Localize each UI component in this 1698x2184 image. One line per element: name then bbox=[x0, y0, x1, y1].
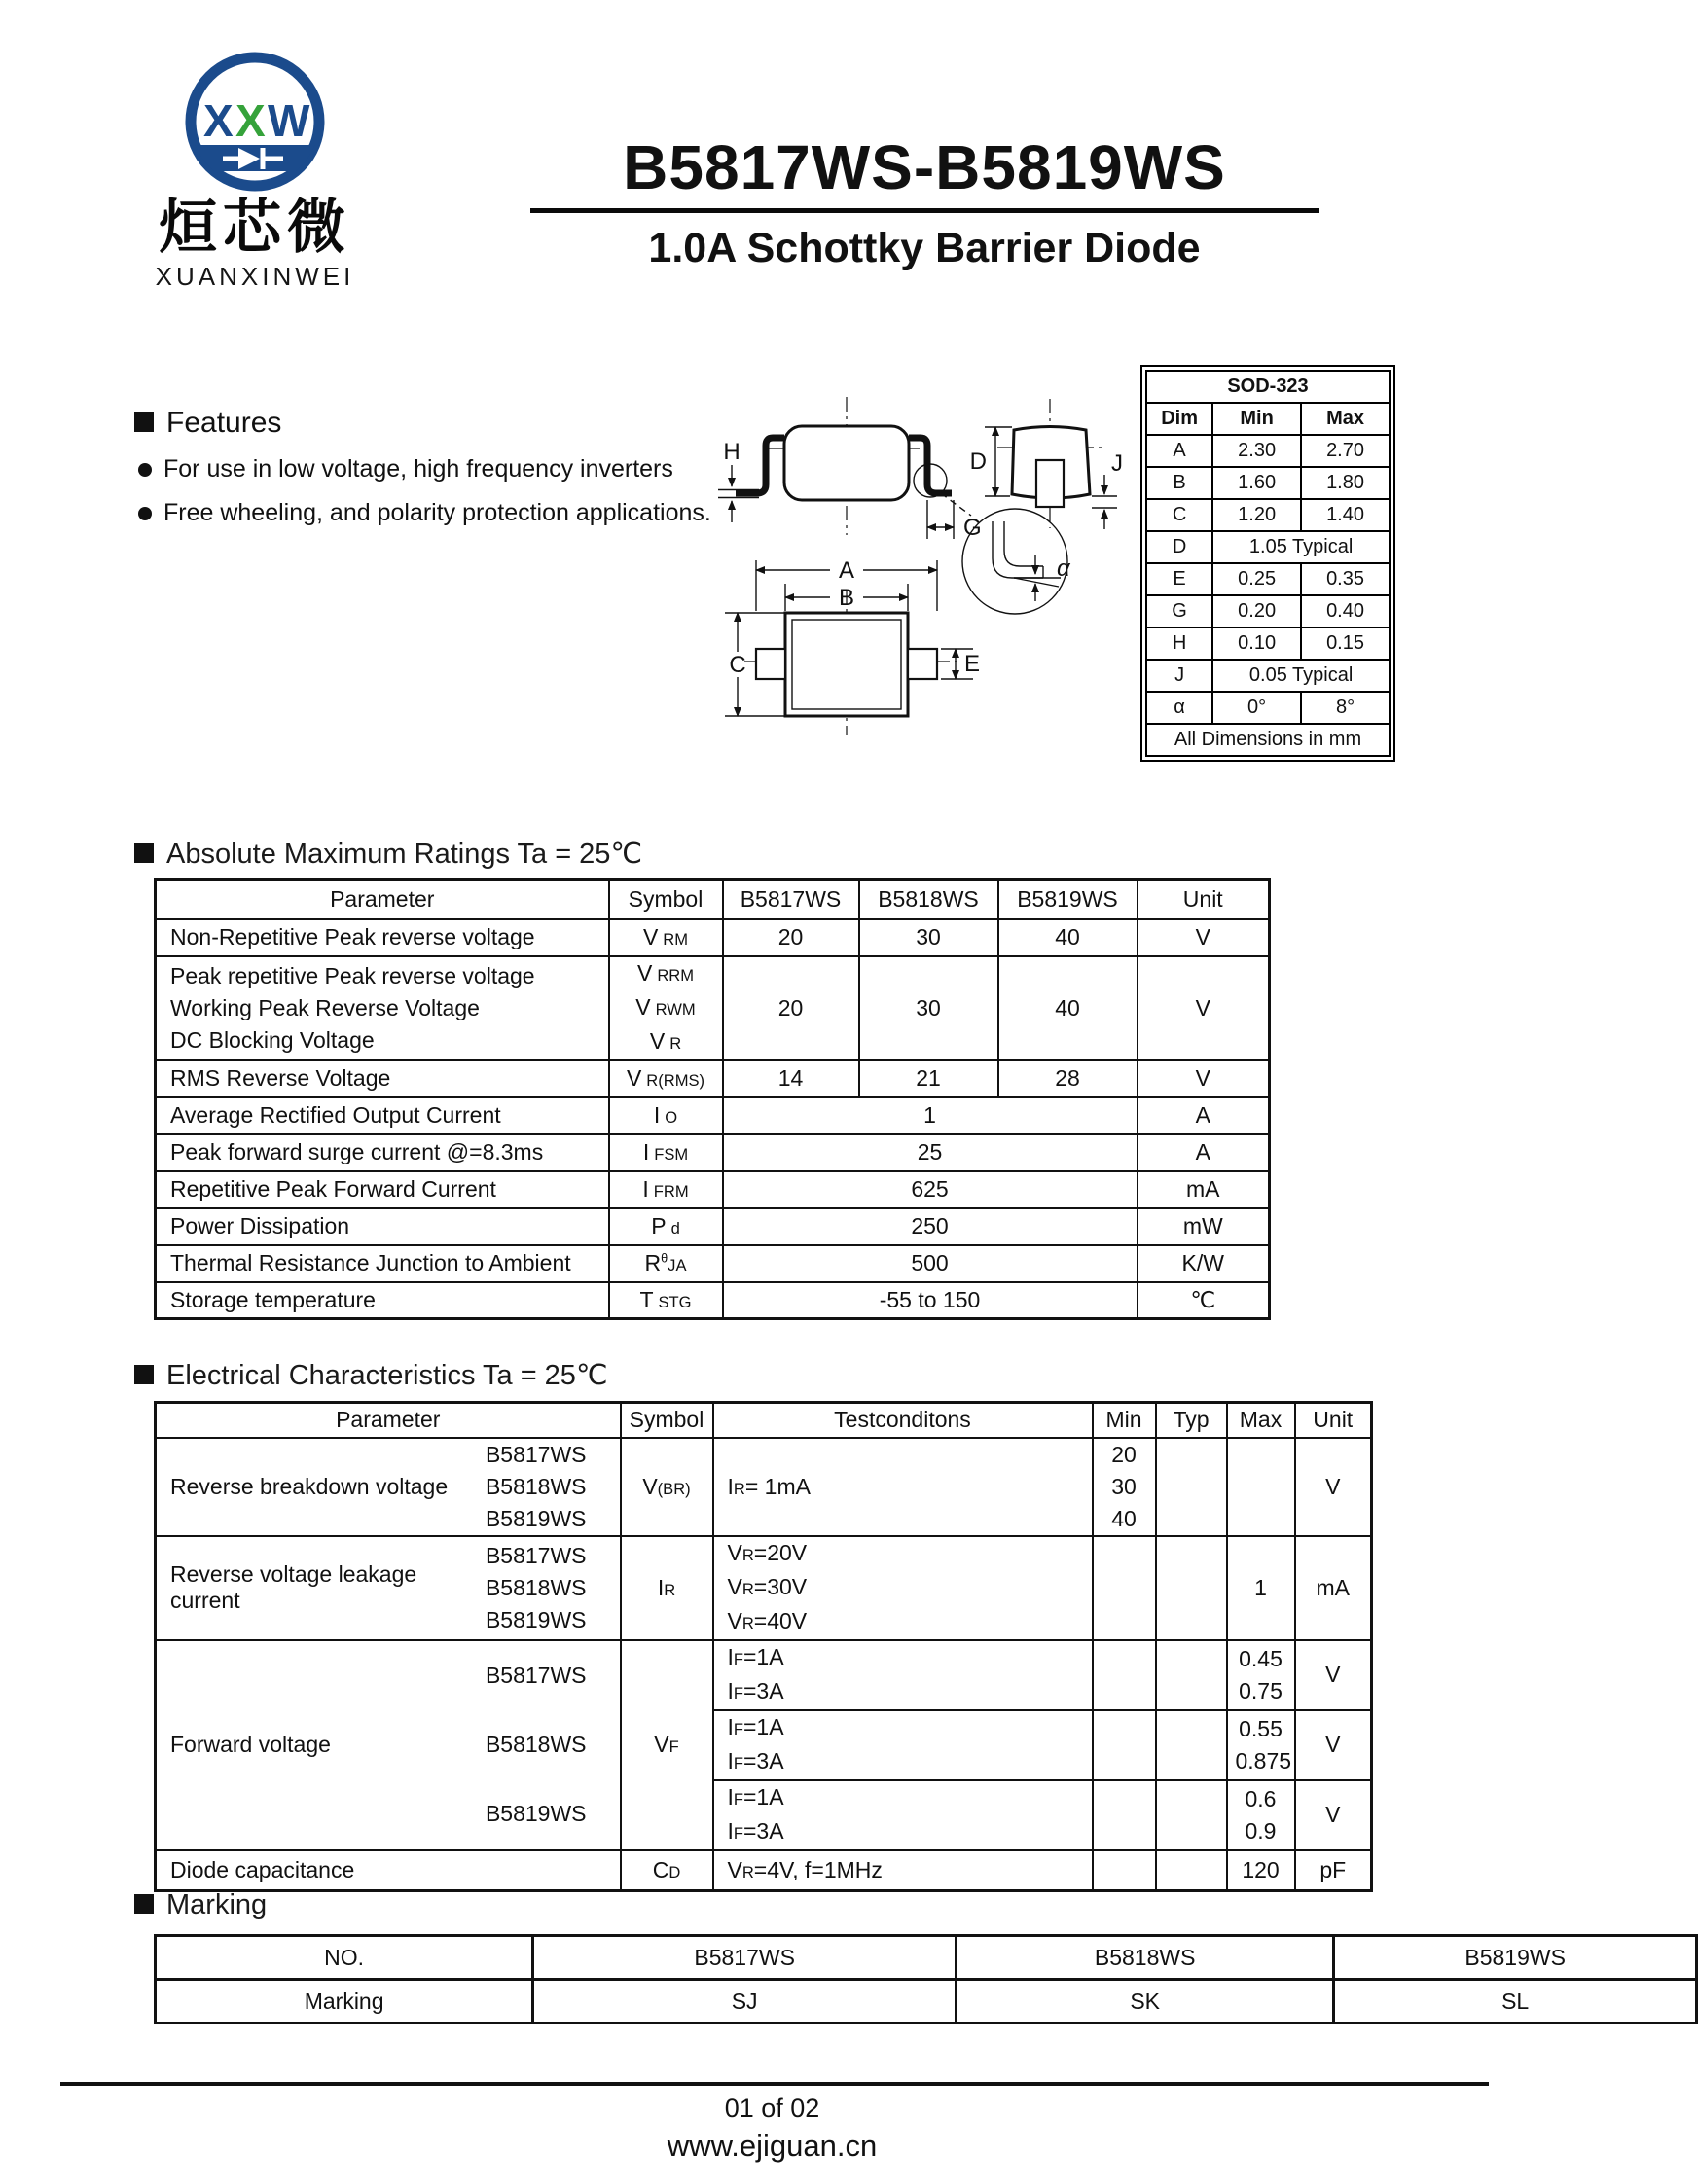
dim-cell: G bbox=[1146, 595, 1212, 627]
min-cell: 0.25 bbox=[1212, 563, 1301, 595]
col-header-symbol: Symbol bbox=[609, 880, 723, 919]
min-cell bbox=[1093, 1710, 1156, 1780]
title-block bbox=[530, 132, 1319, 272]
condition-cell: IR= 1mA bbox=[713, 1438, 1093, 1536]
logo-letter-x2: X bbox=[235, 95, 266, 146]
value-cell: 625 bbox=[723, 1171, 1138, 1208]
dim-label-a: A bbox=[838, 557, 855, 584]
footer-rule bbox=[60, 2082, 1489, 2086]
marking-label-cell: Marking bbox=[156, 1980, 533, 2023]
max-cell: 0.15 bbox=[1301, 627, 1390, 660]
feature-text: For use in low voltage, high frequency inverters bbox=[163, 455, 673, 483]
dim-cell: A bbox=[1146, 435, 1212, 467]
dim-cell: J bbox=[1146, 660, 1212, 692]
col-header-b5817ws: B5817WS bbox=[723, 880, 859, 919]
max-cell: 1.80 bbox=[1301, 467, 1390, 499]
table-row bbox=[1146, 563, 1390, 595]
marking-code-cell: SL bbox=[1334, 1980, 1697, 2023]
dim-cell: B bbox=[1146, 467, 1212, 499]
dimension-table bbox=[1140, 365, 1395, 762]
col-header-unit: Unit bbox=[1295, 1403, 1372, 1438]
condition-cell: IF=1A IF=3A bbox=[713, 1710, 1093, 1780]
table-row bbox=[156, 919, 1270, 956]
min-cell: 1.60 bbox=[1212, 467, 1301, 499]
table-row bbox=[156, 956, 1270, 1060]
model-cell: B5818WS bbox=[957, 1936, 1334, 1980]
abs-max-heading bbox=[134, 837, 642, 871]
website-url: www.ejiguan.cn bbox=[667, 2129, 878, 2163]
min-cell: 0° bbox=[1212, 692, 1301, 724]
package-outline-drawing bbox=[671, 368, 1143, 771]
abs-max-header-row bbox=[156, 880, 1270, 919]
unit-cell: A bbox=[1138, 1097, 1270, 1134]
value-cell: -55 to 150 bbox=[723, 1282, 1138, 1319]
unit-cell: mA bbox=[1138, 1171, 1270, 1208]
unit-cell: pF bbox=[1295, 1850, 1372, 1891]
feature-item bbox=[138, 499, 738, 527]
unit-cell: V bbox=[1138, 1060, 1270, 1097]
symbol-cell: VF bbox=[621, 1640, 713, 1850]
dim-table-title: SOD-323 bbox=[1146, 371, 1390, 403]
max-cell: 0.35 bbox=[1301, 563, 1390, 595]
page-subtitle: 1.0A Schottky Barrier Diode bbox=[648, 225, 1201, 271]
title-rule bbox=[530, 208, 1319, 213]
min-cell bbox=[1093, 1780, 1156, 1850]
logo-company-name-en: XUANXINWEI bbox=[155, 262, 355, 291]
value-cell: 21 bbox=[859, 1060, 998, 1097]
dim-col-header: Min bbox=[1212, 403, 1301, 435]
marking-header-row bbox=[156, 1936, 1697, 1980]
value-cell: 14 bbox=[723, 1060, 859, 1097]
typ-cell bbox=[1156, 1850, 1227, 1891]
min-cell: 2.30 bbox=[1212, 435, 1301, 467]
page-title: B5817WS-B5819WS bbox=[623, 132, 1226, 202]
parameter-cell: Reverse voltage leakage current B5817WS B5818WS B5819WS bbox=[156, 1536, 621, 1640]
col-header-parameter: Parameter bbox=[156, 1403, 621, 1438]
abs-max-heading-label: Absolute Maximum Ratings Ta = 25℃ bbox=[166, 839, 643, 870]
bullet-icon bbox=[138, 463, 152, 477]
feature-item bbox=[138, 455, 738, 483]
table-row bbox=[1146, 692, 1390, 724]
model-cell: B5819WS bbox=[1334, 1936, 1697, 1980]
dim-label-g: G bbox=[963, 515, 982, 541]
table-row bbox=[156, 1850, 1372, 1891]
parameter-cell: Forward voltage B5817WS B5818WS B5819WS bbox=[156, 1640, 621, 1850]
marking-table bbox=[154, 1934, 1698, 2024]
dim-table-footer: All Dimensions in mm bbox=[1146, 724, 1390, 756]
table-row bbox=[1146, 467, 1390, 499]
square-bullet-icon bbox=[134, 412, 154, 432]
symbol-cell: I O bbox=[609, 1097, 723, 1134]
typ-cell bbox=[1156, 1710, 1227, 1780]
min-cell: 0.20 bbox=[1212, 595, 1301, 627]
table-row bbox=[1146, 595, 1390, 627]
square-bullet-icon bbox=[134, 1365, 154, 1384]
table-row bbox=[156, 1171, 1270, 1208]
min-cell: 0.10 bbox=[1212, 627, 1301, 660]
table-row bbox=[156, 1060, 1270, 1097]
ec-header-row bbox=[156, 1403, 1372, 1438]
col-header-min: Min bbox=[1093, 1403, 1156, 1438]
condition-cell: VR=4V, f=1MHz bbox=[713, 1850, 1093, 1891]
min-cell bbox=[1093, 1536, 1156, 1640]
value-cell: 40 bbox=[998, 956, 1138, 1060]
page-number: 01 of 02 bbox=[724, 2094, 820, 2123]
dim-cell: D bbox=[1146, 531, 1212, 563]
unit-cell: A bbox=[1138, 1134, 1270, 1171]
bullet-icon bbox=[138, 507, 152, 520]
table-row bbox=[1146, 660, 1390, 692]
table-row bbox=[156, 1438, 1372, 1536]
unit-cell: V bbox=[1138, 956, 1270, 1060]
parameter-cell: Reverse breakdown voltage B5817WS B5818WS B5819WS bbox=[156, 1438, 621, 1536]
condition-cell: IF=1A IF=3A bbox=[713, 1640, 1093, 1710]
symbol-cell: $R^\theta JA$ bbox=[609, 1245, 723, 1282]
symbol-cell: IR bbox=[621, 1536, 713, 1640]
max-cell: 1 bbox=[1227, 1536, 1295, 1640]
parameter-cell: RMS Reverse Voltage bbox=[156, 1060, 609, 1097]
parameter-cell: Power Dissipation bbox=[156, 1208, 609, 1245]
symbol-cell: V RRM V RWM V R bbox=[609, 956, 723, 1060]
max-cell: 2.70 bbox=[1301, 435, 1390, 467]
table-row bbox=[156, 1208, 1270, 1245]
col-header-typ: Typ bbox=[1156, 1403, 1227, 1438]
col-header-b5819ws: B5819WS bbox=[998, 880, 1138, 919]
logo-letter-x1: X bbox=[203, 95, 234, 146]
parameter-cell: Thermal Resistance Junction to Ambient bbox=[156, 1245, 609, 1282]
max-cell bbox=[1227, 1438, 1295, 1536]
dim-label-b: B bbox=[838, 585, 855, 611]
unit-cell: V bbox=[1295, 1438, 1372, 1536]
marking-value-row bbox=[156, 1980, 1697, 2023]
dim-label-e: E bbox=[964, 651, 981, 677]
table-row bbox=[1146, 627, 1390, 660]
symbol-cell: CD bbox=[621, 1850, 713, 1891]
marking-heading-label: Marking bbox=[166, 1889, 268, 1920]
model-cell: B5817WS bbox=[533, 1936, 957, 1980]
marking-code-cell: SK bbox=[957, 1980, 1334, 2023]
table-row bbox=[156, 1640, 1372, 1710]
symbol-cell: I FRM bbox=[609, 1171, 723, 1208]
table-row bbox=[1146, 499, 1390, 531]
unit-cell: mA bbox=[1295, 1536, 1372, 1640]
value-cell: 1 bbox=[723, 1097, 1138, 1134]
value-cell: 20 bbox=[723, 919, 859, 956]
parameter-cell: Peak forward surge current @=8.3ms bbox=[156, 1134, 609, 1171]
table-row bbox=[156, 1134, 1270, 1171]
logo-letter-w: W bbox=[268, 95, 310, 146]
max-cell: 0.40 bbox=[1301, 595, 1390, 627]
symbol-cell: T STG bbox=[609, 1282, 723, 1319]
unit-cell: V bbox=[1295, 1640, 1372, 1710]
col-header-b5818ws: B5818WS bbox=[859, 880, 998, 919]
dim-cell: C bbox=[1146, 499, 1212, 531]
company-logo-icon bbox=[182, 49, 328, 195]
condition-cell: VR=20V VR=30V VR=40V bbox=[713, 1536, 1093, 1640]
dim-label-alpha: α bbox=[1057, 555, 1070, 582]
value-cell: 40 bbox=[998, 919, 1138, 956]
col-header-unit: Unit bbox=[1138, 880, 1270, 919]
unit-cell: mW bbox=[1138, 1208, 1270, 1245]
col-header-testconditions: Testconditons bbox=[713, 1403, 1093, 1438]
parameter-cell: Diode capacitance bbox=[156, 1850, 621, 1891]
condition-cell: IF=1A IF=3A bbox=[713, 1780, 1093, 1850]
unit-cell: V bbox=[1295, 1780, 1372, 1850]
company-logo bbox=[109, 49, 401, 292]
max-cell: 0.55 0.875 bbox=[1227, 1710, 1295, 1780]
abs-max-table bbox=[154, 878, 1271, 1320]
parameter-cell: Storage temperature bbox=[156, 1282, 609, 1319]
table-row bbox=[1146, 435, 1390, 467]
features-heading-label: Features bbox=[166, 407, 282, 439]
typical-cell: 1.05 Typical bbox=[1212, 531, 1390, 563]
table-row bbox=[156, 1097, 1270, 1134]
value-cell: 500 bbox=[723, 1245, 1138, 1282]
marking-code-cell: SJ bbox=[533, 1980, 957, 2023]
max-cell: 1.40 bbox=[1301, 499, 1390, 531]
typ-cell bbox=[1156, 1640, 1227, 1710]
electrical-characteristics-table bbox=[154, 1401, 1373, 1892]
max-cell: 0.45 0.75 bbox=[1227, 1640, 1295, 1710]
square-bullet-icon bbox=[134, 1894, 154, 1914]
dim-col-header: Dim bbox=[1146, 403, 1212, 435]
symbol-cell: V R(RMS) bbox=[609, 1060, 723, 1097]
max-cell: 0.6 0.9 bbox=[1227, 1780, 1295, 1850]
value-cell: 30 bbox=[859, 919, 998, 956]
dim-label-h: H bbox=[723, 439, 741, 465]
min-cell: 20 30 40 bbox=[1093, 1438, 1156, 1536]
square-bullet-icon bbox=[134, 843, 154, 863]
value-cell: 28 bbox=[998, 1060, 1138, 1097]
features-heading bbox=[134, 407, 738, 440]
min-cell bbox=[1093, 1850, 1156, 1891]
unit-cell: V bbox=[1295, 1710, 1372, 1780]
dim-table-header-row bbox=[1146, 403, 1390, 435]
min-cell: 1.20 bbox=[1212, 499, 1301, 531]
marking-heading bbox=[134, 1889, 267, 1921]
col-header-max: Max bbox=[1227, 1403, 1295, 1438]
parameter-cell: Average Rectified Output Current bbox=[156, 1097, 609, 1134]
dim-cell: α bbox=[1146, 692, 1212, 724]
symbol-cell: P d bbox=[609, 1208, 723, 1245]
col-header-symbol: Symbol bbox=[621, 1403, 713, 1438]
dim-cell: E bbox=[1146, 563, 1212, 595]
unit-cell: V bbox=[1138, 919, 1270, 956]
typical-cell: 0.05 Typical bbox=[1212, 660, 1390, 692]
table-row bbox=[1146, 531, 1390, 563]
value-cell: 250 bbox=[723, 1208, 1138, 1245]
value-cell: 20 bbox=[723, 956, 859, 1060]
symbol-cell: V(BR) bbox=[621, 1438, 713, 1536]
symbol-cell: I FSM bbox=[609, 1134, 723, 1171]
table-row bbox=[156, 1282, 1270, 1319]
features-section bbox=[134, 407, 741, 527]
parameter-cell: Non-Repetitive Peak reverse voltage bbox=[156, 919, 609, 956]
no-header-cell: NO. bbox=[156, 1936, 533, 1980]
value-cell: 25 bbox=[723, 1134, 1138, 1171]
typ-cell bbox=[1156, 1438, 1227, 1536]
dim-label-d: D bbox=[969, 448, 987, 475]
parameter-cell: Peak repetitive Peak reverse voltage Working Peak Reverse Voltage DC Blocking Voltage bbox=[156, 956, 609, 1060]
symbol-cell: V RM bbox=[609, 919, 723, 956]
dim-col-header: Max bbox=[1301, 403, 1390, 435]
logo-company-name-cn: 烜芯微 bbox=[159, 195, 351, 260]
value-cell: 30 bbox=[859, 956, 998, 1060]
feature-text: Free wheeling, and polarity protection applications. bbox=[163, 499, 711, 526]
electrical-characteristics-heading bbox=[134, 1358, 608, 1392]
dim-label-c: C bbox=[729, 652, 746, 678]
typ-cell bbox=[1156, 1780, 1227, 1850]
col-header-parameter: Parameter bbox=[156, 880, 609, 919]
table-row bbox=[156, 1536, 1372, 1640]
table-row bbox=[156, 1245, 1270, 1282]
unit-cell: ℃ bbox=[1138, 1282, 1270, 1319]
dim-cell: H bbox=[1146, 627, 1212, 660]
typ-cell bbox=[1156, 1536, 1227, 1640]
unit-cell: K/W bbox=[1138, 1245, 1270, 1282]
max-cell: 8° bbox=[1301, 692, 1390, 724]
parameter-cell: Repetitive Peak Forward Current bbox=[156, 1171, 609, 1208]
min-cell bbox=[1093, 1640, 1156, 1710]
dim-label-j: J bbox=[1111, 450, 1123, 477]
electrical-characteristics-heading-label: Electrical Characteristics Ta = 25℃ bbox=[166, 1360, 608, 1391]
max-cell: 120 bbox=[1227, 1850, 1295, 1891]
